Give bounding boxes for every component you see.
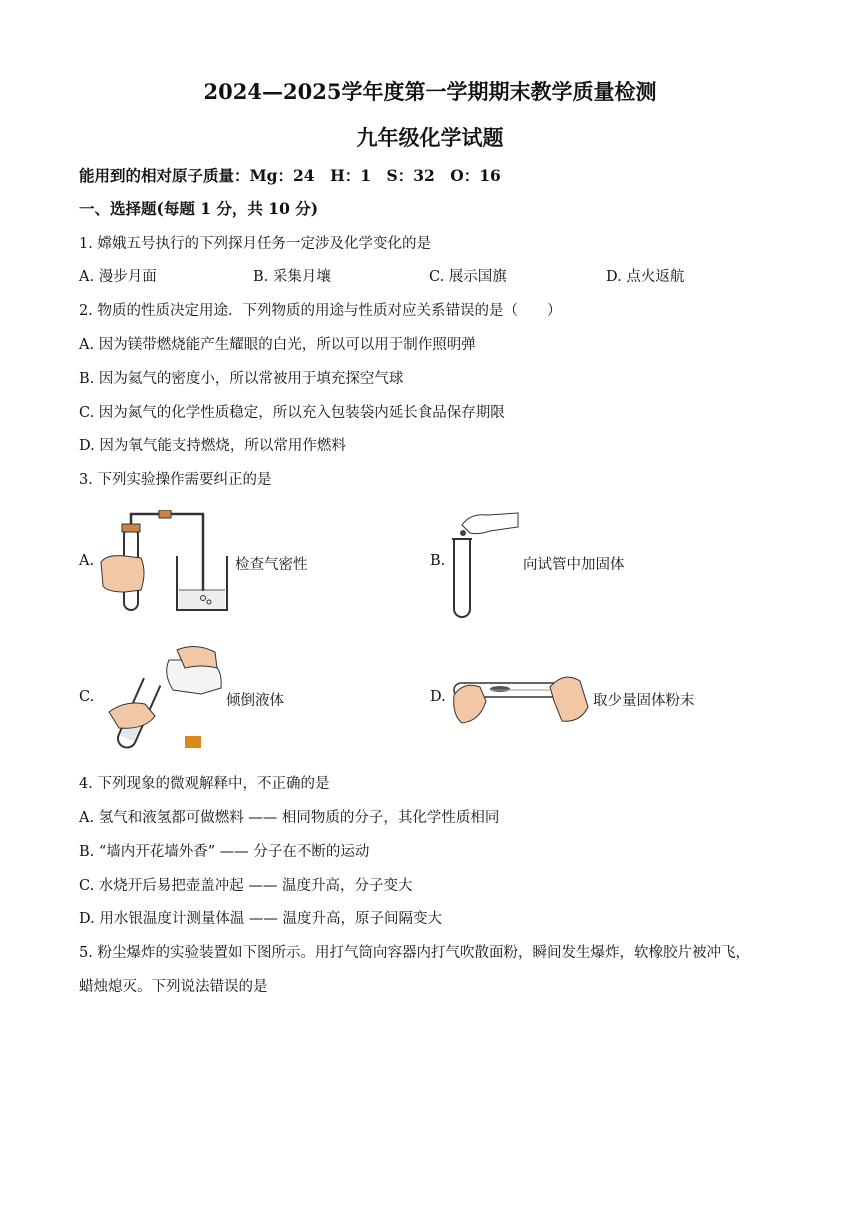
atomic-mass-line: 能用到的相对原子质量：Mg：24 H：1 S：32 O：16 bbox=[79, 166, 501, 185]
q2-stem: 2. 物质的性质决定用途．下列物质的用途与性质对应关系错误的是（ ） bbox=[79, 303, 562, 319]
q3-option-d-letter: D. bbox=[430, 689, 446, 705]
q1-option-d: D. 点火返航 bbox=[606, 269, 685, 285]
q5-stem-line2: 蜡烛熄灭。下列说法错误的是 bbox=[79, 979, 268, 995]
q3-option-b-caption: 向试管中加固体 bbox=[523, 557, 625, 573]
page-title: 2024—2025学年度第一学期期末教学质量检测 bbox=[203, 79, 657, 104]
q4-option-c: C. 水烧开后易把壶盖冲起 —— 温度升高，分子变大 bbox=[79, 878, 413, 894]
q1-option-a: A. 漫步月面 bbox=[79, 269, 157, 285]
add-solid-illustration bbox=[448, 505, 520, 619]
gas-tightness-illustration bbox=[97, 510, 237, 614]
section-heading: 一、选择题(每题 1 分，共 10 分) bbox=[79, 199, 319, 218]
q3-option-a-caption: 检查气密性 bbox=[235, 557, 308, 573]
pour-liquid-illustration bbox=[105, 638, 227, 756]
q4-option-b: B. “墙内开花墙外香” —— 分子在不断的运动 bbox=[79, 844, 370, 860]
q4-option-a: A. 氢气和液氢都可做燃料 —— 相同物质的分子，其化学性质相同 bbox=[79, 810, 500, 826]
q2-option-c: C. 因为氮气的化学性质稳定，所以充入包装袋内延长食品保存期限 bbox=[79, 405, 505, 421]
q4-option-d: D. 用水银温度计测量体温 —— 温度升高，原子间隔变大 bbox=[79, 911, 443, 927]
q3-stem: 3. 下列实验操作需要纠正的是 bbox=[79, 472, 272, 488]
page-subtitle: 九年级化学试题 bbox=[356, 125, 504, 150]
q4-stem: 4. 下列现象的微观解释中，不正确的是 bbox=[79, 776, 330, 792]
q1-option-c: C. 展示国旗 bbox=[429, 269, 507, 285]
take-powder-illustration bbox=[450, 665, 590, 727]
q5-stem-line1: 5. 粉尘爆炸的实验装置如下图所示。用打气筒向容器内打气吹散面粉，瞬间发生爆炸，软橡胶片被冲飞， bbox=[79, 945, 750, 961]
q3-option-b-letter: B. bbox=[430, 553, 446, 569]
q3-option-d-caption: 取少量固体粉末 bbox=[593, 693, 695, 709]
q1-option-b: B. 采集月壤 bbox=[253, 269, 331, 285]
q2-option-d: D. 因为氧气能支持燃烧，所以常用作燃料 bbox=[79, 438, 346, 454]
q3-option-c-letter: C. bbox=[79, 689, 95, 705]
q3-option-a-letter: A. bbox=[79, 553, 95, 569]
q2-option-a: A. 因为镁带燃烧能产生耀眼的白光，所以可以用于制作照明弹 bbox=[79, 337, 476, 353]
q2-option-b: B. 因为氦气的密度小，所以常被用于填充探空气球 bbox=[79, 371, 404, 387]
q1-stem: 1. 嫦娥五号执行的下列探月任务一定涉及化学变化的是 bbox=[79, 236, 431, 252]
q3-option-c-caption: 倾倒液体 bbox=[226, 693, 284, 709]
